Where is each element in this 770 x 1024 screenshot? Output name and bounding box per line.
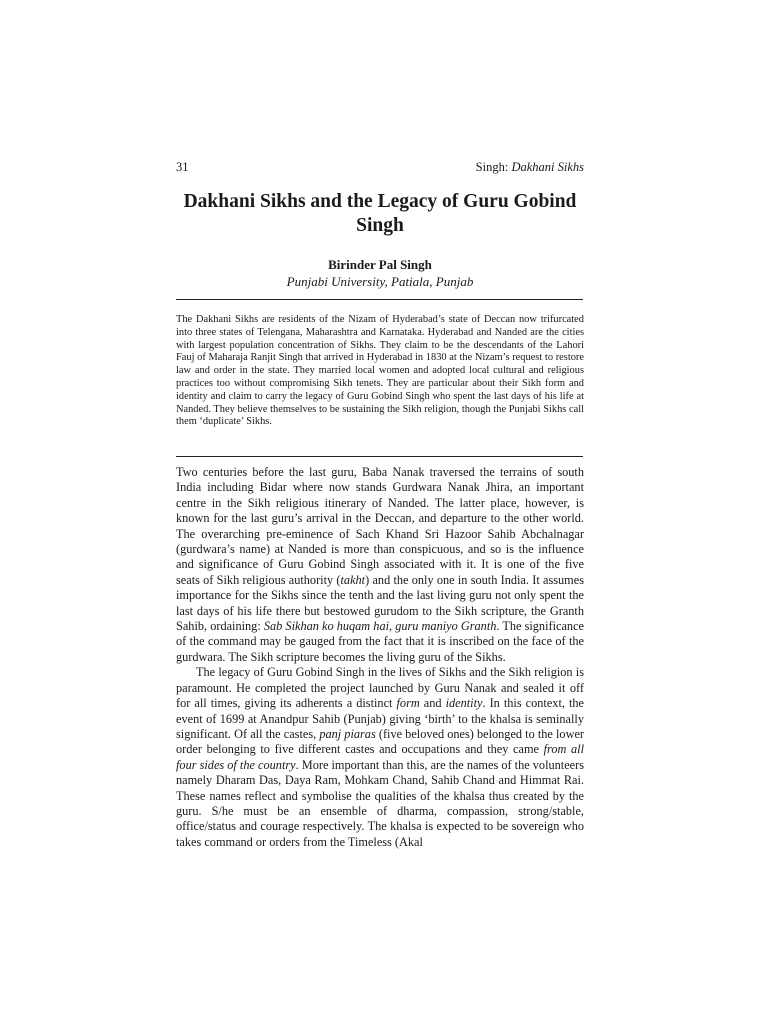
running-title-prefix: Singh: — [475, 160, 512, 174]
article-title: Dakhani Sikhs and the Legacy of Guru Gobind Singh — [183, 191, 577, 236]
paragraph-2-text-d: (five beloved ones) belonged to the lower order belonging to five different castes and occupations and they came — [176, 726, 584, 757]
running-title-italic: Dakhani Sikhs — [511, 160, 584, 174]
paragraph-1-text-b: ) and the only one in south India. It assumes importance for the Sikhs since the tenth and the last living guru not only spent the last days of his life there but bestowed gurudom to the Sikh scripture, the Granth Sahib, ordaining: — [176, 572, 584, 634]
paragraph-2-text-c: . In this context, the event of 1699 at Anandpur Sahib (Punjab) giving ‘birth’ to the khalsa is seminally significant. Of all the castes, — [176, 696, 585, 741]
running-header — [176, 160, 584, 175]
abstract-bottom-rule — [176, 456, 583, 457]
paragraph-1 — [176, 465, 584, 665]
paragraph-1-italic-b: Sab Sikhan ko huqam hai, guru maniyo Granth — [263, 619, 497, 634]
paragraph-2-italic-d: from all four sides of the country — [176, 742, 584, 772]
paragraph-1-text-c: . The significance of the command may be gauged from the fact that it is inscribed on the face of the gurdwara. The Sikh scripture becomes the living guru of the Sikhs. — [176, 619, 584, 664]
paragraph-2 — [176, 665, 584, 850]
paragraph-2-text-b: and — [419, 696, 446, 711]
paragraph-2-text-e: . More important than this, are the names of the volunteers namely Dharam Das, Daya Ram, Mohkam Chand, Sahib Chand and Himmat Rai. These names reflect and symbolise the qualities of the khalsa thus created by the guru. S/he must be an ensemble of dharma, compassion, strong/stable, office/status and courage respectively. The khalsa is expected to be sovereign who takes command or orders from the Timeless (Akal — [176, 757, 584, 849]
paragraph-2-italic-c: panj piaras — [319, 726, 376, 741]
abstract-top-rule — [176, 299, 583, 300]
abstract: The Dakhani Sikhs are residents of the Nizam of Hyderabad’s state of Deccan now trifurcated into three states of Telengana, Maharashtra and Karnataka. Hyderabad and Nanded are the cities with largest population concentration of Sikhs. They claim to be the descendants of the Lahori Fauj of Maharaja Ranjit Singh that arrived in Hyderabad in 1830 at the Nizam’s request to restore law and order in the state. They married local women and adopted local cultural and religious practices too without compromising Sikh tenets. They are particular about their Sikh form and identity and claim to carry the legacy of Guru Gobind Singh who spent the last days of his life at Nanded. They believe themselves to be sustaining the Sikh religion, though the Punjabi Sikhs call them ‘duplicate’ Sikhs. — [176, 314, 584, 428]
page-number: 31 — [176, 160, 189, 174]
author-name: Birinder Pal Singh — [328, 257, 432, 272]
body-text — [176, 465, 584, 850]
author-affiliation: Punjabi University, Patiala, Punjab — [286, 274, 474, 289]
running-title — [476, 160, 584, 175]
paragraph-1-text-a: Two centuries before the last guru, Baba Nanak traversed the terrains of south India including Bidar where now stands Gurdwara Nanak Jhira, an important centre in the Sikh religious itinerary of Nanded. The latter place, however, is known for the last guru’s arrival in the Deccan, and departure to the other world. The overarching pre-eminence of Sach Khand Sri Hazoor Sahib Abchalnagar (gurdwara’s name) at Nanded is more than conspicuous, and so is the influence and significance of Guru Gobind Singh associated with it. It is one of the five seats of Sikh religious authority ( — [176, 465, 584, 587]
paragraph-1-italic-a: takht — [340, 572, 366, 587]
paragraph-2-italic-b: identity — [445, 696, 483, 711]
paragraph-2-italic-a: form — [396, 696, 420, 711]
paragraph-2-text-a: The legacy of Guru Gobind Singh in the lives of Sikhs and the Sikh religion is paramount. He completed the project launched by Guru Nanak and sealed it off for all times, giving its adherents a distinct — [176, 665, 584, 711]
